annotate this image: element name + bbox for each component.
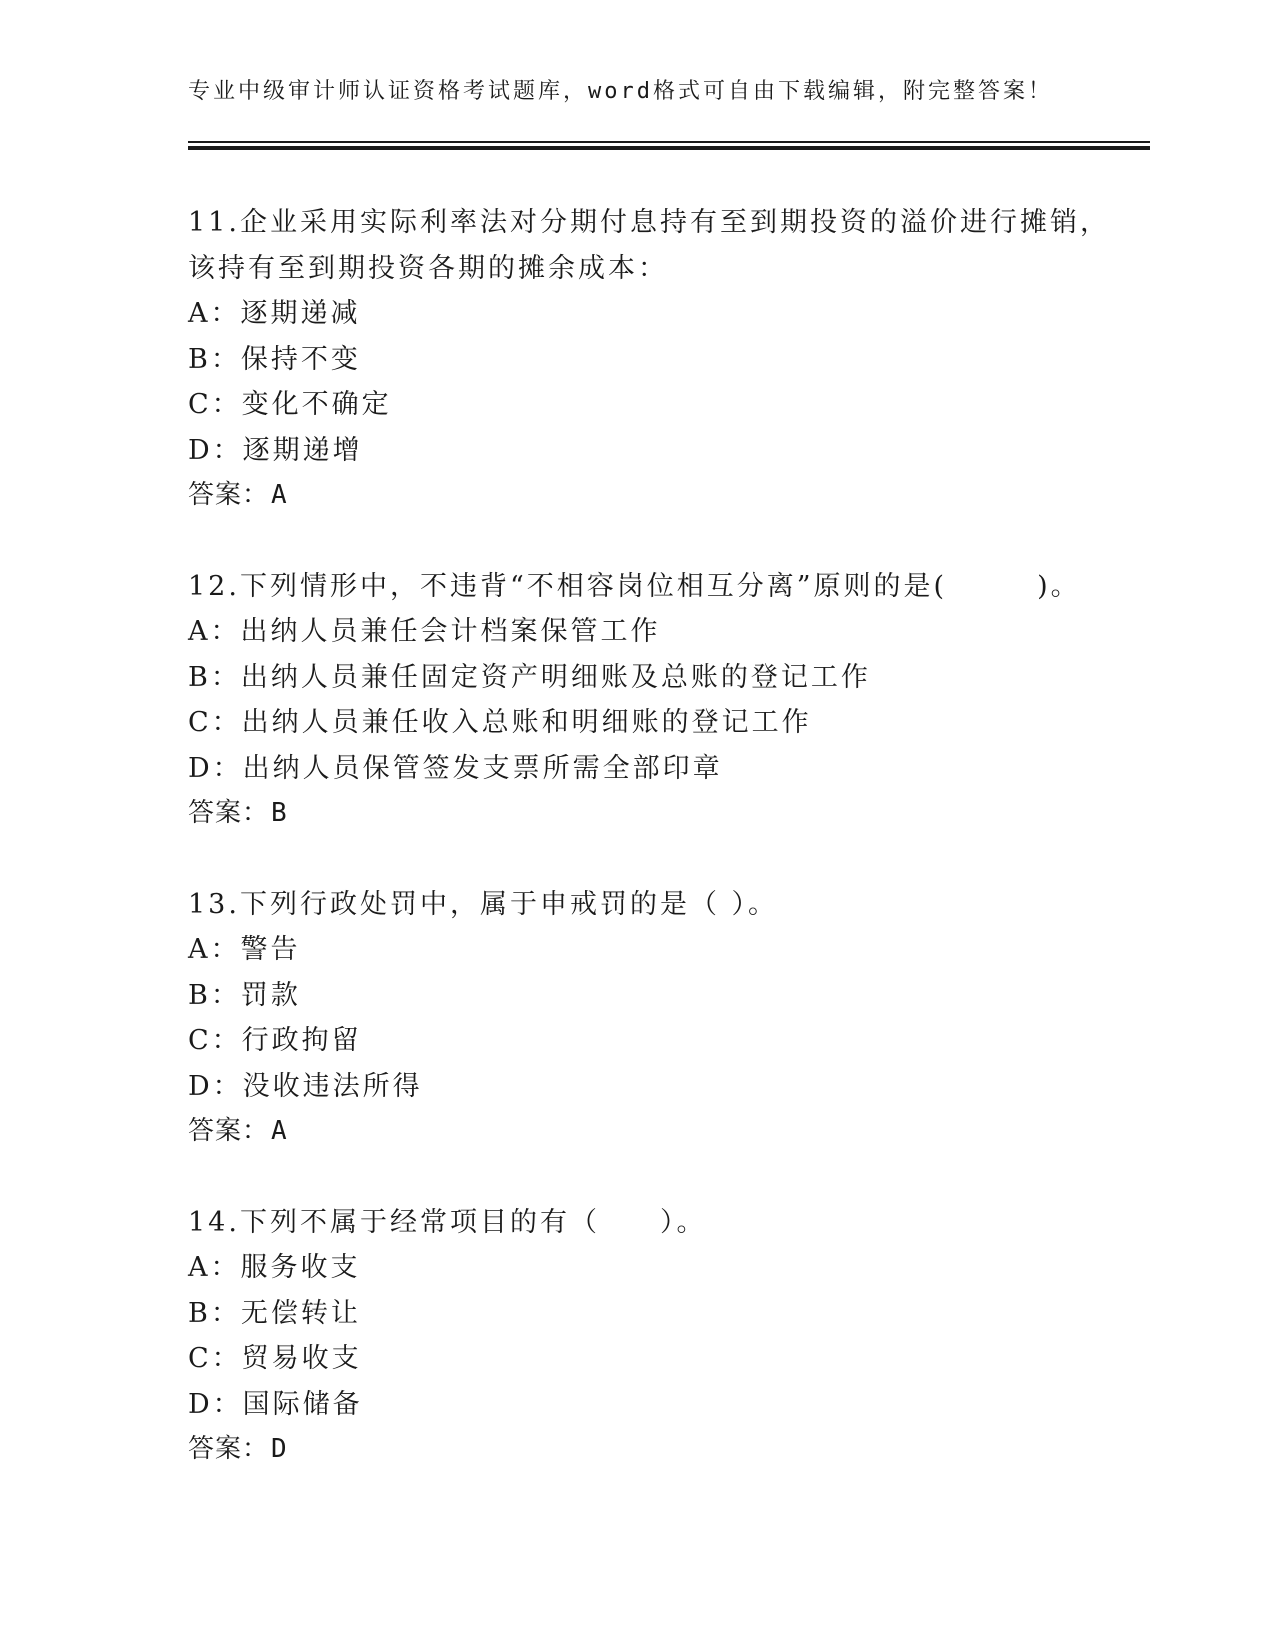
question-stem: 该持有至到期投资各期的摊余成本：	[188, 252, 668, 284]
question-14	[188, 1200, 1148, 1473]
answer-line	[188, 473, 1148, 519]
answer-line	[188, 1427, 1148, 1473]
option-a: A：出纳人员兼任会计档案保管工作	[188, 616, 661, 647]
answer-value: B	[271, 798, 288, 828]
answer-value: D	[271, 1434, 288, 1464]
answer-label: 答案：	[188, 798, 270, 828]
answer-value: A	[271, 480, 288, 510]
header-divider-thin	[188, 141, 1150, 143]
option-a: A：服务收支	[188, 1252, 361, 1283]
question-stem: 12.下列情形中，不违背“不相容岗位相互分离”原则的是( )。	[188, 570, 1081, 602]
question-stem: 11.企业采用实际利率法对分期付息持有至到期投资的溢价进行摊销，	[188, 207, 1110, 238]
option-a: A：逐期递减	[188, 298, 361, 329]
question-list	[188, 200, 1148, 1518]
header-divider-thick	[188, 146, 1150, 150]
option-a: A：警告	[188, 934, 301, 965]
answer-label: 答案：	[188, 1434, 270, 1464]
option-c: C：变化不确定	[188, 389, 392, 420]
option-b: B：罚款	[188, 979, 301, 1011]
option-c: C：贸易收支	[188, 1343, 362, 1374]
answer-line	[188, 791, 1148, 837]
question-13	[188, 882, 1148, 1155]
option-d: D：出纳人员保管签发支票所需全部印章	[188, 752, 723, 784]
question-stem: 13.下列行政处罚中，属于申戒罚的是（ ）。	[188, 888, 779, 920]
option-b: B：无偿转让	[188, 1297, 361, 1329]
answer-line	[188, 1109, 1148, 1155]
option-d: D：没收违法所得	[188, 1070, 423, 1102]
option-b: B：保持不变	[188, 343, 361, 375]
option-c: C：出纳人员兼任收入总账和明细账的登记工作	[188, 707, 812, 738]
answer-value: A	[271, 1116, 288, 1146]
option-b: B：出纳人员兼任固定资产明细账及总账的登记工作	[188, 661, 871, 693]
answer-label: 答案：	[188, 1116, 270, 1146]
question-11	[188, 200, 1148, 519]
question-12	[188, 564, 1148, 837]
option-c: C：行政拘留	[188, 1025, 362, 1056]
question-stem: 14.下列不属于经常项目的有（ ）。	[188, 1206, 707, 1238]
option-d: D：国际储备	[188, 1388, 363, 1420]
answer-label: 答案：	[188, 480, 270, 510]
option-d: D：逐期递增	[188, 434, 363, 466]
page-header: 专业中级审计师认证资格考试题库，word格式可自由下载编辑，附完整答案！	[188, 79, 1053, 104]
